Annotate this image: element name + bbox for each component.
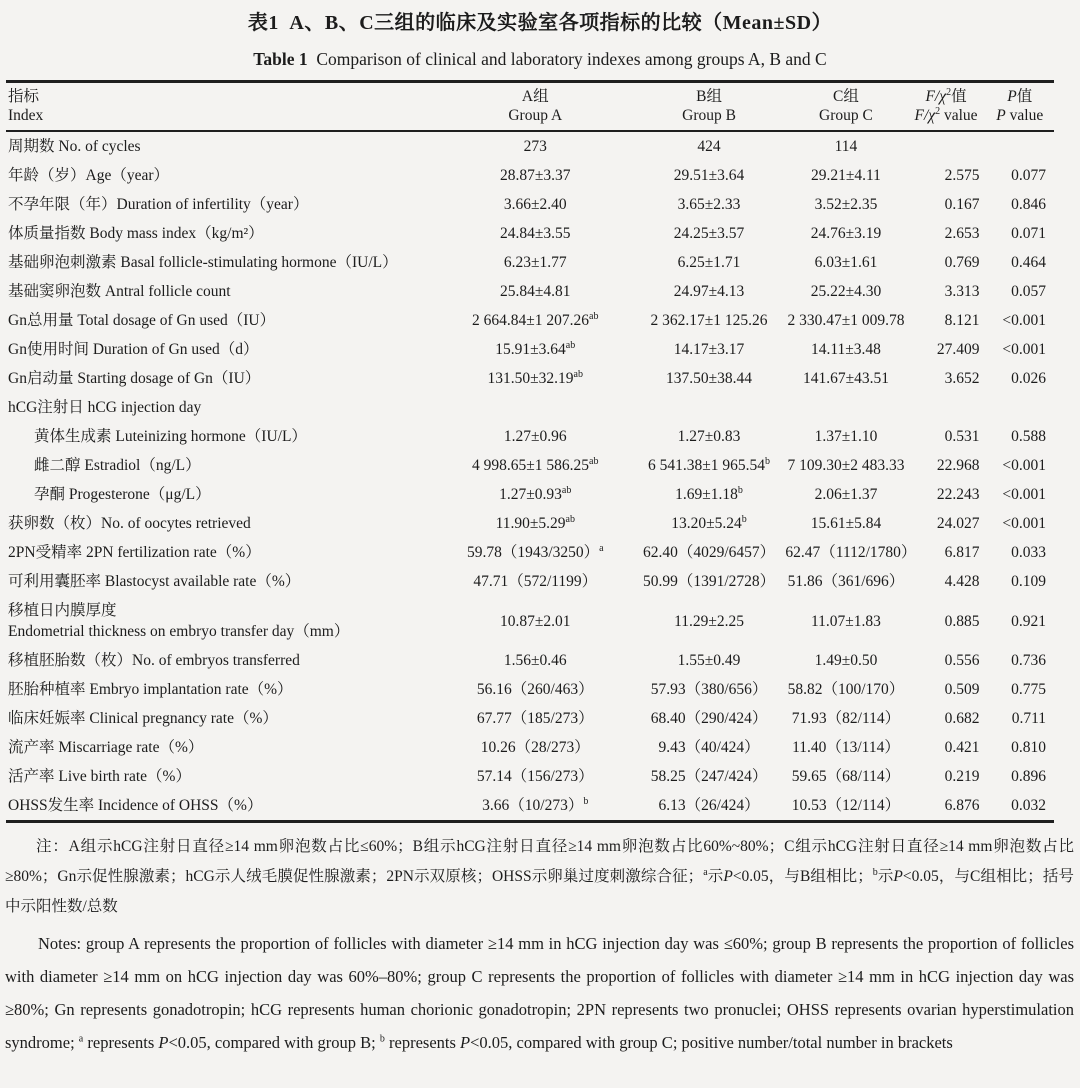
cell-group-b: 6 541.38±1 965.54$^b$ — [648, 455, 771, 474]
cell-p-value: 0.736 — [1011, 652, 1046, 669]
table-title-zh: 表1 A、B、C三组的临床及实验室各项指标的比较（Mean±SD） — [247, 12, 833, 34]
cell-group-c: 58.82（100/170） — [787, 681, 905, 698]
cell-p-value: 0.464 — [1011, 254, 1046, 271]
row-label: 胚胎种植率 Embryo implantation rate（%） — [8, 681, 293, 698]
cell-group-c: 14.11±3.48 — [811, 341, 881, 358]
row-label: Gn使用时间 Duration of Gn used（d） — [8, 341, 259, 358]
cell-group-a: 2 664.84±1 207.26$^{ab}$ — [472, 310, 599, 329]
cell-p-value — [986, 393, 1054, 422]
cell-group-a: 11.90±5.29$^{ab}$ — [495, 513, 575, 532]
cell-f-chi2: 6.876 — [944, 797, 980, 814]
table-row — [6, 733, 1054, 762]
cell-f-chi2: 27.409 — [936, 341, 980, 358]
header-group-b — [633, 82, 786, 132]
table-row — [6, 131, 1054, 161]
cell-group-b: 58.25（247/424） — [650, 768, 768, 785]
cell-group-a: $59.78(1943/3250)^a$ — [466, 542, 604, 561]
cell-group-c: 59.65（68/114） — [791, 768, 901, 785]
cell-group-c: 51.86（361/696） — [787, 573, 905, 590]
cell-group-b — [633, 393, 786, 422]
cell-p-value: 0.588 — [1011, 428, 1046, 445]
cell-p-value: <0.001 — [1002, 457, 1046, 474]
cell-group-b: 3.65±2.33 — [677, 196, 741, 213]
cell-p-value: 0.071 — [1011, 225, 1046, 242]
cell-group-c: 141.67±43.51 — [802, 370, 889, 387]
cell-group-c: 10.53（12/114） — [791, 797, 901, 814]
header-f-chi2-value — [907, 82, 986, 132]
header-index-en: Index — [8, 107, 44, 124]
row-label: 雌二醇 Estradiol（ng/L） — [34, 457, 201, 474]
row-label: 移植胚胎数（枚）No. of embryos transferred — [8, 652, 300, 669]
table-row — [6, 248, 1054, 277]
cell-group-c: 1.37±1.10 — [814, 428, 878, 445]
header-group-a-en: Group A — [508, 107, 563, 124]
row-label: Gn启动量 Starting dosage of Gn（IU） — [8, 370, 261, 387]
cell-group-c: 29.21±4.11 — [811, 167, 881, 184]
table-row — [6, 335, 1054, 364]
row-label: 活产率 Live birth rate（%） — [8, 768, 191, 785]
row-label: 体质量指数 Body mass index（kg/m²） — [8, 225, 264, 242]
section-row — [6, 393, 1054, 422]
table-row — [6, 161, 1054, 190]
header-group-c-zh: C组 — [833, 88, 859, 105]
table-row — [6, 567, 1054, 596]
header-p-en: P value — [996, 107, 1044, 124]
cell-group-c — [785, 393, 906, 422]
table-row — [6, 762, 1054, 791]
cell-group-a: 15.91±3.64$^{ab}$ — [495, 339, 576, 358]
cell-f-chi2: 3.313 — [944, 283, 980, 300]
cell-group-c: 6.03±1.61 — [814, 254, 878, 271]
table-row — [6, 422, 1054, 451]
cell-p-value: 0.057 — [1011, 283, 1046, 300]
header-group-c — [785, 82, 906, 132]
cell-group-b: 62.40（4029/6457） — [642, 544, 776, 561]
cell-group-c: 15.61±5.84 — [810, 515, 882, 532]
cell-p-value: 0.775 — [1011, 681, 1046, 698]
row-label: OHSS发生率 Incidence of OHSS（%） — [8, 797, 263, 814]
cell-f-chi2: 6.817 — [944, 544, 980, 561]
header-index-zh: 指标 — [8, 88, 40, 105]
cell-group-b: 68.40（290/424） — [650, 710, 768, 727]
table-row — [6, 791, 1054, 822]
header-f-chi2-zh: $F/\chi^2$值 — [925, 86, 967, 105]
cell-p-value: 0.026 — [1011, 370, 1046, 387]
row-label: 黄体生成素 Luteinizing hormone（IU/L） — [34, 428, 307, 445]
cell-group-c: 25.22±4.30 — [810, 283, 882, 300]
cell-f-chi2: 8.121 — [944, 312, 980, 329]
table-row — [6, 364, 1054, 393]
table-row — [6, 480, 1054, 509]
cell-p-value: 0.846 — [1011, 196, 1046, 213]
cell-group-a: 10.87±2.01 — [500, 612, 571, 630]
header-row — [6, 82, 1054, 132]
row-label: 孕酮 Progesterone（μg/L） — [34, 486, 211, 503]
header-p-value — [986, 82, 1054, 132]
cell-group-a: 1.27±0.96 — [503, 428, 567, 445]
cell-group-a: 25.84±4.81 — [500, 283, 571, 300]
table-row — [6, 646, 1054, 675]
cell-group-a: 4 998.65±1 586.25$^{ab}$ — [472, 455, 599, 474]
cell-group-b: 57.93（380/656） — [650, 681, 768, 698]
cell-f-chi2: 0.556 — [944, 652, 980, 669]
header-p-zh: P值 — [1007, 88, 1033, 105]
cell-f-chi2: 24.027 — [936, 515, 980, 532]
cell-f-chi2 — [907, 131, 986, 161]
table-row — [6, 704, 1054, 733]
cell-group-b: 11.29±2.25 — [674, 612, 745, 630]
table-row — [6, 451, 1054, 480]
cell-group-c: 71.93（82/114） — [791, 710, 901, 727]
cell-group-c: 24.76±3.19 — [810, 225, 882, 242]
cell-group-c: 3.52±2.35 — [814, 196, 878, 213]
table-row — [6, 306, 1054, 335]
cell-group-c: 1.49±0.50 — [814, 652, 878, 669]
header-f-chi2-en: $F/\chi^2$ value — [914, 105, 978, 124]
row-label: hCG注射日 hCG injection day — [8, 399, 202, 416]
cell-group-b: 1.55±0.49 — [677, 652, 741, 669]
cell-group-a: 47.71（572/1199） — [473, 573, 598, 590]
cell-group-b: 14.17±3.17 — [673, 341, 745, 358]
row-label: 不孕年限（年）Duration of infertility（year） — [8, 196, 309, 213]
cell-f-chi2 — [907, 393, 986, 422]
cell-group-b: 424 — [697, 138, 721, 155]
cell-group-c: 7 109.30±2 483.33 — [787, 457, 905, 474]
cell-f-chi2: 3.652 — [944, 370, 980, 387]
row-label: 2PN受精率 2PN fertilization rate（%） — [8, 544, 261, 561]
cell-group-a: 67.77（185/273） — [476, 710, 594, 727]
table-row — [6, 509, 1054, 538]
cell-group-a: 24.84±3.55 — [500, 225, 571, 242]
cell-group-a: 1.27±0.93$^{ab}$ — [499, 484, 572, 503]
row-label: 周期数 No. of cycles — [8, 138, 141, 155]
cell-p-value: 0.896 — [1011, 768, 1046, 785]
table-header — [6, 82, 1054, 132]
cell-f-chi2: 0.167 — [944, 196, 980, 213]
row-label: 基础卵泡刺激素 Basal follicle-stimulating hormone（IU/L） — [8, 254, 398, 271]
cell-group-a: 1.56±0.46 — [503, 652, 567, 669]
header-index — [6, 82, 438, 132]
cell-group-a — [438, 393, 633, 422]
cell-p-value: 0.033 — [1011, 544, 1046, 561]
cell-group-a: 56.16（260/463） — [476, 681, 594, 698]
cell-group-a: 6.23±1.77 — [503, 254, 567, 271]
cell-group-a: 28.87±3.37 — [500, 167, 571, 184]
table-row — [6, 538, 1054, 567]
cell-group-b: 137.50±38.44 — [666, 370, 753, 387]
note-chinese: 注：A组示hCG注射日直径≥14 mm卵泡数占比≤60%；B组示hCG注射日直径≥14 mm卵泡数占比60%~80%；C组示hCG注射日直径≥14 mm卵泡数占比≥80%；Gn示促性腺激素；hCG示人绒毛膜促性腺激素；2PN示双原核；OHSS示卵巢过度刺激综合征；$^a$示P<0.05，与B组相比；$^b$示P<0.05，与C组相比；括号中示阳性数/总数 — [5, 838, 1074, 915]
cell-group-b: 24.25±3.57 — [673, 225, 745, 242]
cell-group-b: 24.97±4.13 — [673, 283, 745, 300]
cell-f-chi2: 22.243 — [936, 486, 980, 503]
cell-p-value: 0.032 — [1011, 797, 1046, 814]
cell-group-c: 2.06±1.37 — [814, 486, 878, 503]
row-label: Gn总用量 Total dosage of Gn used（IU） — [8, 312, 276, 329]
cell-group-c: 2 330.47±1 009.78 — [787, 312, 905, 329]
row-label: 流产率 Miscarriage rate（%） — [8, 739, 204, 756]
cell-f-chi2: 0.509 — [944, 681, 980, 698]
row-label: 获卵数（枚）No. of oocytes retrieved — [8, 515, 251, 532]
header-group-b-zh: B组 — [696, 88, 722, 105]
row-label: 移植日内膜厚度 Endometrial thickness on embryo transfer day（mm） — [8, 602, 350, 640]
row-label: 临床妊娠率 Clinical pregnancy rate（%） — [8, 710, 278, 727]
cell-f-chi2: 2.653 — [944, 225, 980, 242]
cell-group-b: 50.99（1391/2728） — [642, 573, 776, 590]
cell-p-value: 0.077 — [1011, 167, 1046, 184]
cell-p-value: 0.921 — [1011, 612, 1046, 630]
cell-f-chi2: 22.968 — [936, 457, 980, 474]
cell-group-a: $3.66(10/273)^b$ — [482, 795, 589, 814]
header-group-b-en: Group B — [682, 107, 736, 124]
cell-group-b: 1.27±0.83 — [677, 428, 741, 445]
row-label: 可利用囊胚率 Blastocyst available rate（%） — [8, 573, 301, 590]
cell-group-a: 57.14（156/273） — [476, 768, 594, 785]
cell-f-chi2: 4.428 — [944, 573, 980, 590]
cell-group-b: 6.13（26/424） — [658, 797, 760, 814]
table-row — [6, 596, 1054, 646]
row-label: 年龄（岁）Age（year） — [8, 167, 169, 184]
cell-p-value: 0.711 — [1011, 710, 1046, 727]
cell-p-value: <0.001 — [1002, 341, 1046, 358]
header-group-a-zh: A组 — [521, 88, 549, 105]
cell-group-a: 10.26（28/273） — [480, 739, 590, 756]
cell-p-value: 0.109 — [1011, 573, 1046, 590]
cell-group-b: 6.25±1.71 — [677, 254, 741, 271]
cell-f-chi2: 0.219 — [944, 768, 980, 785]
cell-p-value: <0.001 — [1002, 486, 1046, 503]
cell-group-a: 273 — [523, 138, 547, 155]
cell-p-value — [986, 131, 1054, 161]
cell-group-c: 114 — [834, 138, 858, 155]
cell-group-c: 62.47（1112/1780） — [785, 544, 917, 561]
cell-p-value: 0.810 — [1011, 739, 1046, 756]
cell-group-b: 29.51±3.64 — [673, 167, 745, 184]
table-body — [6, 131, 1054, 822]
cell-f-chi2: 0.421 — [944, 739, 980, 756]
cell-group-c: 11.07±1.83 — [811, 612, 881, 630]
cell-f-chi2: 0.769 — [944, 254, 980, 271]
row-label: 基础窦卵泡数 Antral follicle count — [8, 283, 231, 300]
comparison-table — [6, 80, 1054, 823]
table-row — [6, 190, 1054, 219]
cell-group-b: 2 362.17±1 125.26 — [650, 312, 768, 329]
cell-f-chi2: 0.682 — [944, 710, 980, 727]
table-row — [6, 219, 1054, 248]
cell-f-chi2: 0.531 — [944, 428, 980, 445]
cell-group-b: 13.20±5.24$^b$ — [671, 513, 747, 532]
cell-group-b: 1.69±1.18$^b$ — [675, 484, 743, 503]
cell-group-b: 9.43（40/424） — [658, 739, 760, 756]
table-row — [6, 277, 1054, 306]
header-group-c-en: Group C — [819, 107, 873, 124]
table-row — [6, 675, 1054, 704]
note-english: Notes: group A represents the proportion of follicles with diameter ≥14 mm in hCG injection day was ≤60%; group B represents the proportion of follicles with diameter ≥14 mm on hCG injection day was 60%–80%; group C represents the proportion of follicles with diameter ≥14 mm in hCG injection day was ≥80%; Gn represents gonadotropin; hCG represents human chorionic gonadotropin; 2PN represents two pronuclei; OHSS represents ovarian hyperstimulation syndrome; $^a$ represents P<0.05, compared with group B; $^b$ represents P<0.05, compared with group C; positive number/total number in brackets — [5, 934, 1074, 1052]
table-title-en: Table 1 Comparison of clinical and laboratory indexes among groups A, B and C — [253, 49, 827, 69]
cell-p-value: <0.001 — [1002, 312, 1046, 329]
cell-group-c: 11.40（13/114） — [792, 739, 900, 756]
cell-p-value: <0.001 — [1002, 515, 1046, 532]
cell-f-chi2: 0.885 — [944, 612, 980, 630]
cell-group-a: 3.66±2.40 — [503, 196, 567, 213]
cell-group-a: 131.50±32.19$^{ab}$ — [487, 368, 583, 387]
cell-f-chi2: 2.575 — [944, 167, 980, 184]
header-group-a — [438, 82, 633, 132]
